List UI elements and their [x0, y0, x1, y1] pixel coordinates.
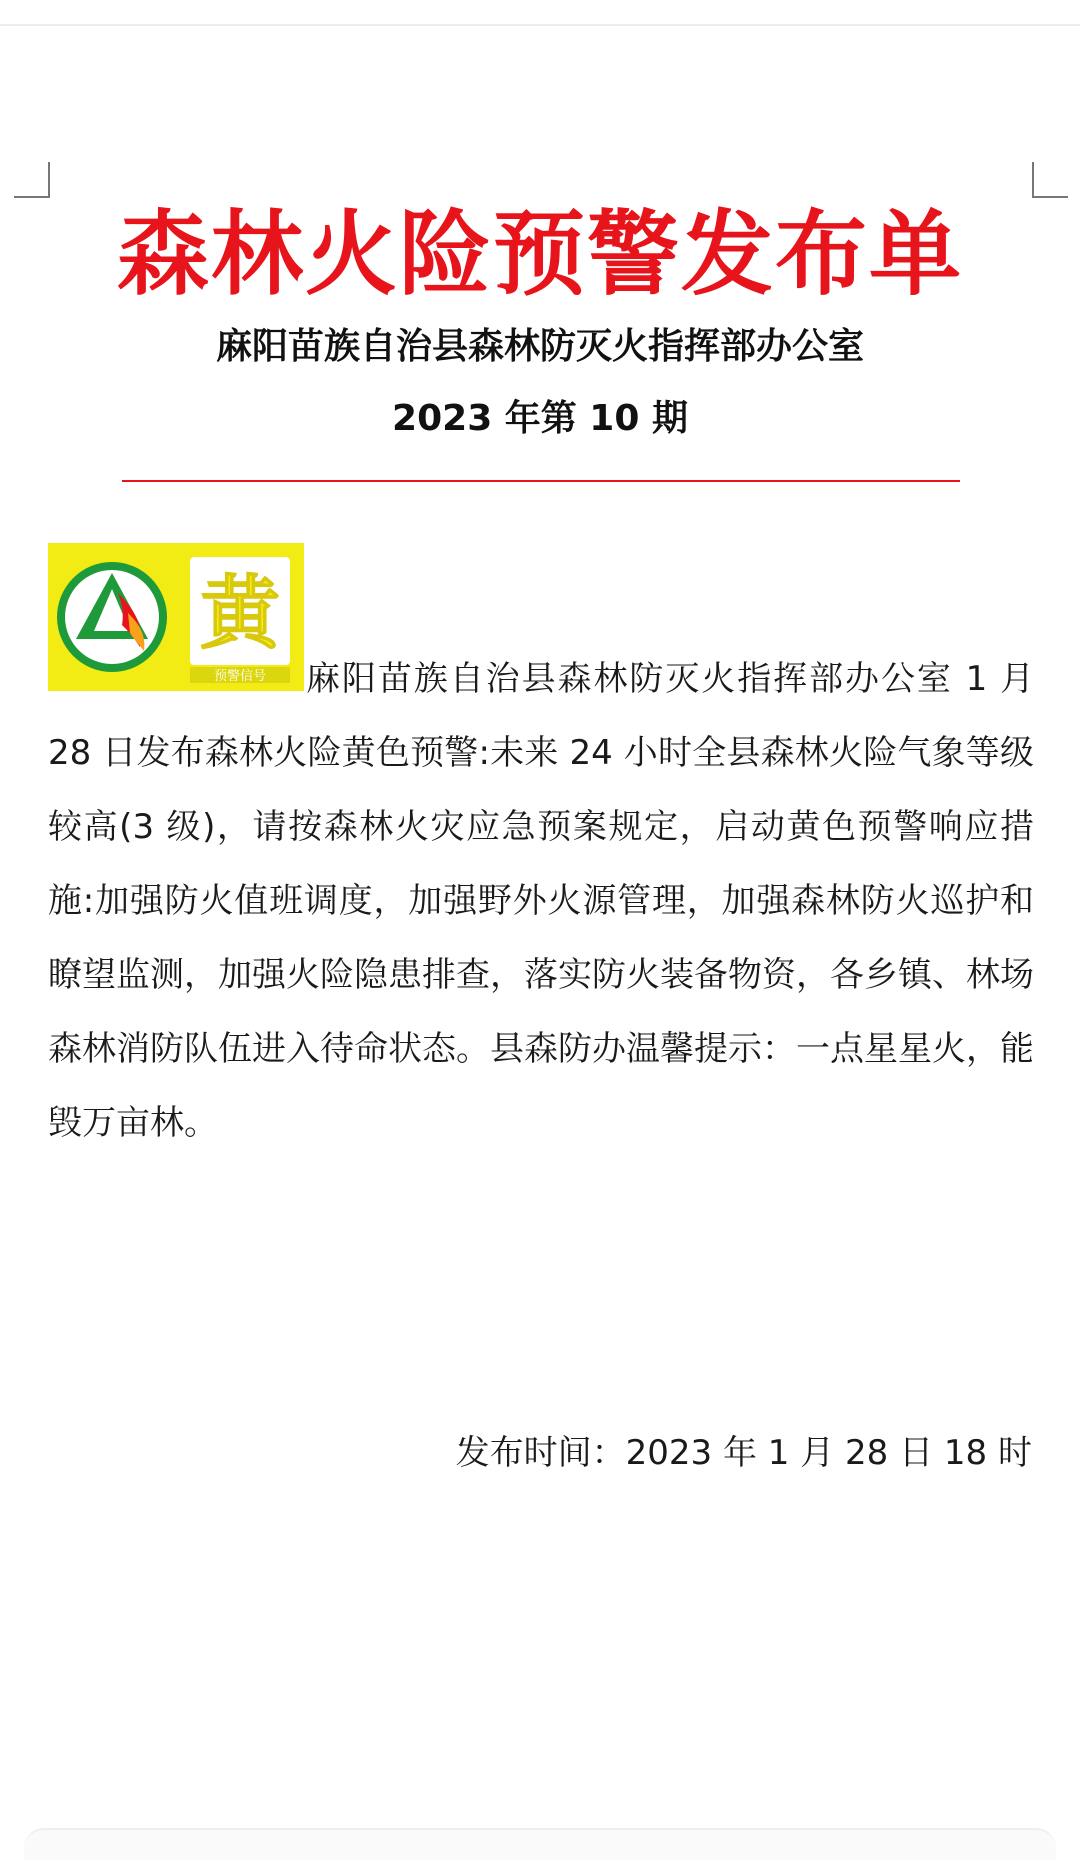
bottom-panel-edge: [24, 1828, 1056, 1860]
release-time: 发布时间：2023 年 1 月 28 日 18 时: [455, 1433, 1032, 1473]
issue-number: 2023 年第 10 期: [392, 398, 688, 439]
top-divider: [0, 24, 1080, 26]
warning-body-text: 麻阳苗族自治县森林防灭火指挥部办公室 1 月 28 日发布森林火险黄色预警:未来 24 小时全县森林火险气象等级较高(3 级)，请按森林火灾应急预案规定，启动黄色预警响应措施:加强防火值班调度，加强野外火源管理，加强森林防火巡护和瞭望监测，加强火险隐患排查，落实防火装备物资，各乡镇、林场森林消防队伍进入待命状态。县森防办温馨提示：一点星星火，能毁万亩林。: [48, 659, 1034, 1143]
issuer-name: 麻阳苗族自治县森林防灭火指挥部办公室: [215, 326, 864, 367]
title-red-rule: [122, 480, 960, 482]
badge-indent: [48, 689, 304, 690]
page-corner-mark-right: [1032, 162, 1068, 198]
badge-level-char: 黄: [200, 567, 280, 660]
badge-caption: 预警信号: [213, 669, 267, 684]
document-title: 森林火险预警发布单: [116, 201, 963, 308]
warning-body: [48, 642, 1034, 1160]
page-corner-mark-left: [14, 162, 50, 198]
